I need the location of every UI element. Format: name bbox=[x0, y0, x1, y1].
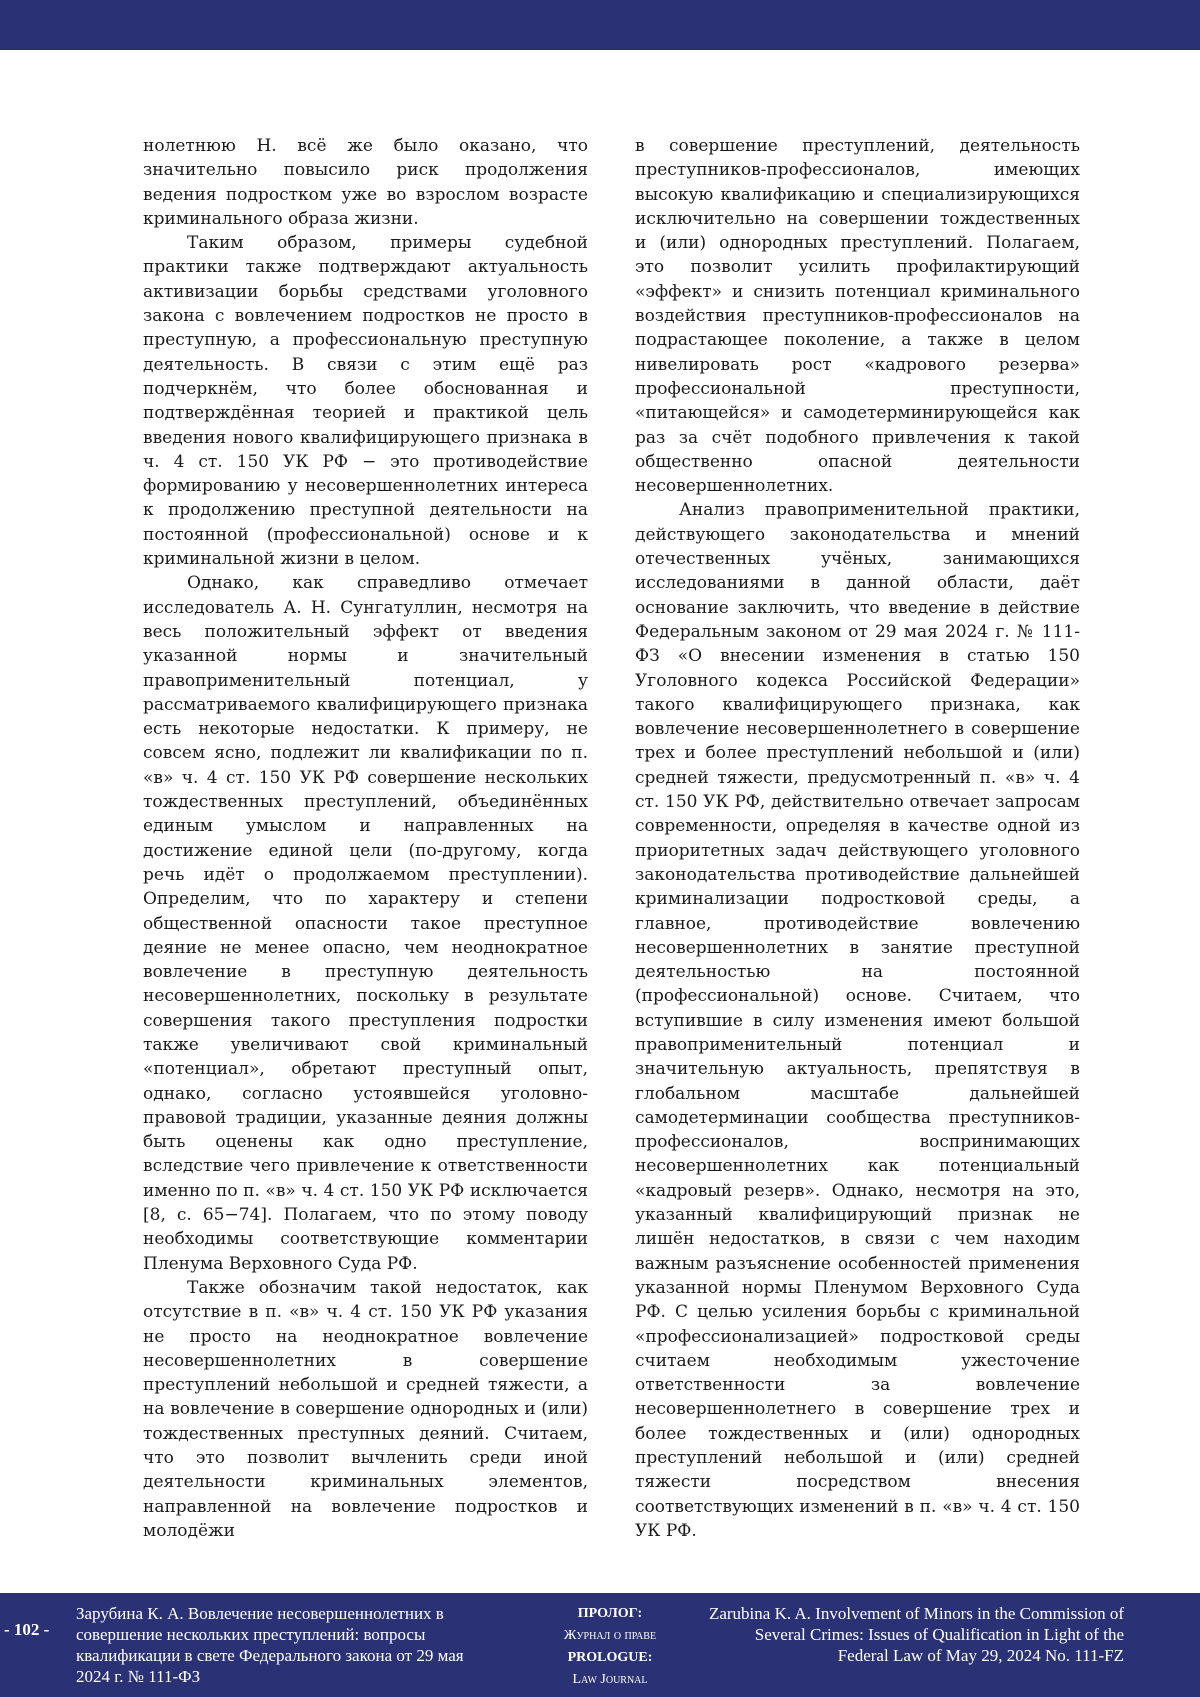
page-number: - 102 - bbox=[4, 1620, 50, 1639]
footer bbox=[0, 1593, 1200, 1697]
paragraph: Таким образом, примеры судебной практики также подтверждают актуальность активизации борьбы средствами уголовного закона с вовлечением подростков не просто в преступную, а профессиональную преступную деятельность. В связи с этим ещё раз подчеркнём, что более обоснованная и подтверждённая теорией и практикой цель введения нового квалифицирующего признака в ч. 4 ст. 150 УК РФ − это противодействие формированию у несовершеннолетних интереса к продолжению преступной деятельности на постоянной (профессиональной) основе и к криминальной жизни в целом. bbox=[143, 233, 588, 570]
left-column bbox=[143, 134, 588, 1543]
paragraph: Анализ правоприменительной практики, действующего законодательства и мнений отечественных учёных, занимающихся исследованиями в данной области, даёт основание заключить, что введение в действие Федеральным законом от 29 мая 2024 г. № 111-ФЗ «О внесении изменения в статью 150 Уголовного кодекса Российской Федерации» такого квалифицирующего признака, как вовлечение несовершеннолетнего в совершение трех и более преступлений небольшой и (или) средней тяжести, предусмотренный п. «в» ч. 4 ст. 150 УК РФ, действительно отвечает запросам современности, определяя в качестве одной из приоритетных задач действующего уголовного законодательства противодействие дальнейшей криминализации подростковой среды, а главное, противодействие вовлечению несовершеннолетних в занятие преступной деятельностью на постоянной (профессиональной) основе. Считаем, что вступившие в силу изменения имеют большой правоприменительный потенциал и значительную актуальность, препятствуя в глобальном масштабе дальнейшей самодетерминации сообщества преступников-профессионалов, воспринимающих несовершеннолетних как потенциальный «кадровый резерв». Однако, несмотря на это, указанный квалифицирующий признак не лишён недостатков, в связи с чем находим важным разъяснение особенностей применения указанной нормы Пленумом Верховного Суда РФ. С целью усиления борьбы с криминальной «профессионализацией» подростковой среды считаем необходимым ужесточение ответственности за вовлечение несовершеннолетнего в совершение трех и более тождественных и (или) однородных преступлений небольшой и (или) средней тяжести посредством внесения соответствующих изменений в п. «в» ч. 4 ст. 150 УК РФ. bbox=[635, 500, 1080, 1541]
paragraph: Однако, как справедливо отмечает исследователь А. Н. Сунгатуллин, несмотря на весь положительный эффект от введения указанной нормы и значительный правоприменительный потенциал, у рассматриваемого квалифицирующего признака есть некоторые недостатки. К примеру, не совсем ясно, подлежит ли квалификации по п. «в» ч. 4 ст. 150 УК РФ совершение нескольких тождественных преступлений, объединённых единым умыслом и направленных на достижение единой цели (по-другому, когда речь идёт о продолжаемом преступлении). Определим, что по характеру и степени общественной опасности такое преступное деяние не менее опасно, чем неоднократное вовлечение в преступную деятельность несовершеннолетних, поскольку в результате совершения такого преступления подростки также увеличивают свой криминальный «потенциал», обретают преступный опыт, однако, согласно устоявшейся уголовно-правовой традиции, указанные деяния должны быть оценены как одно преступление, вследствие чего привлечение к ответственности именно по п. «в» ч. 4 ст. 150 УК РФ исключается [8, с. 65−74]. Полагаем, что по этому поводу необходимы соответствующие комментарии Пленума Верховного Суда РФ. bbox=[143, 573, 588, 1274]
paragraph: нолетнюю Н. всё же было оказано, что значительно повысило риск продолжения ведения подростком уже во взрослом возрасте криминального образа жизни. bbox=[143, 136, 588, 229]
citation-russian: Зарубина К. А. Вовлечение несовершеннолетних в совершение нескольких преступлений: вопросы квалификации в свете Федерального закона от 29 мая 2024 г. № 111-ФЗ bbox=[76, 1604, 464, 1686]
journal-ru-title: ПРОЛОГ: bbox=[577, 1606, 643, 1621]
journal-en-subtitle: Law Journal bbox=[572, 1672, 648, 1687]
header-bar bbox=[0, 0, 1200, 50]
journal-title bbox=[510, 1603, 710, 1691]
paragraph: Также обозначим такой недостаток, как отсутствие в п. «в» ч. 4 ст. 150 УК РФ указания не просто на неоднократное вовлечение несовершеннолетних в совершение преступлений небольшой и средней тяжести, а на вовлечение в совершение однородных и (или) тождественных преступных деяний. Считаем, что это позволит вычленить среди иной деятельности криминальных элементов, направленной на вовлечение подростков и молодёжи bbox=[143, 1277, 588, 1541]
paragraph: в совершение преступлений, деятельность преступников-профессионалов, имеющих высокую квалификацию и специализирующихся исключительно на совершении тождественных и (или) однородных преступлений. Полагаем, это позволит усилить профилактирующий «эффект» и снизить потенциал криминального воздействия преступников-профессионалов на подрастающее поколение, а также в целом нивелировать рост «кадрового резерва» профессиональной преступности, «питающейся» и самодетерминирующейся как раз за счёт подобного привлечения к такой общественно опасной деятельности несовершеннолетних. bbox=[635, 136, 1080, 497]
right-column bbox=[635, 134, 1080, 1543]
journal-en-title: PROLOGUE: bbox=[567, 1650, 653, 1665]
citation-english: Zarubina K. A. Involvement of Minors in the Commission of Several Crimes: Issues of Qualification in Light of the Federal Law of May 29, 2024 No. 111-FZ bbox=[708, 1604, 1124, 1665]
journal-ru-subtitle: Журнал о праве bbox=[563, 1628, 657, 1643]
